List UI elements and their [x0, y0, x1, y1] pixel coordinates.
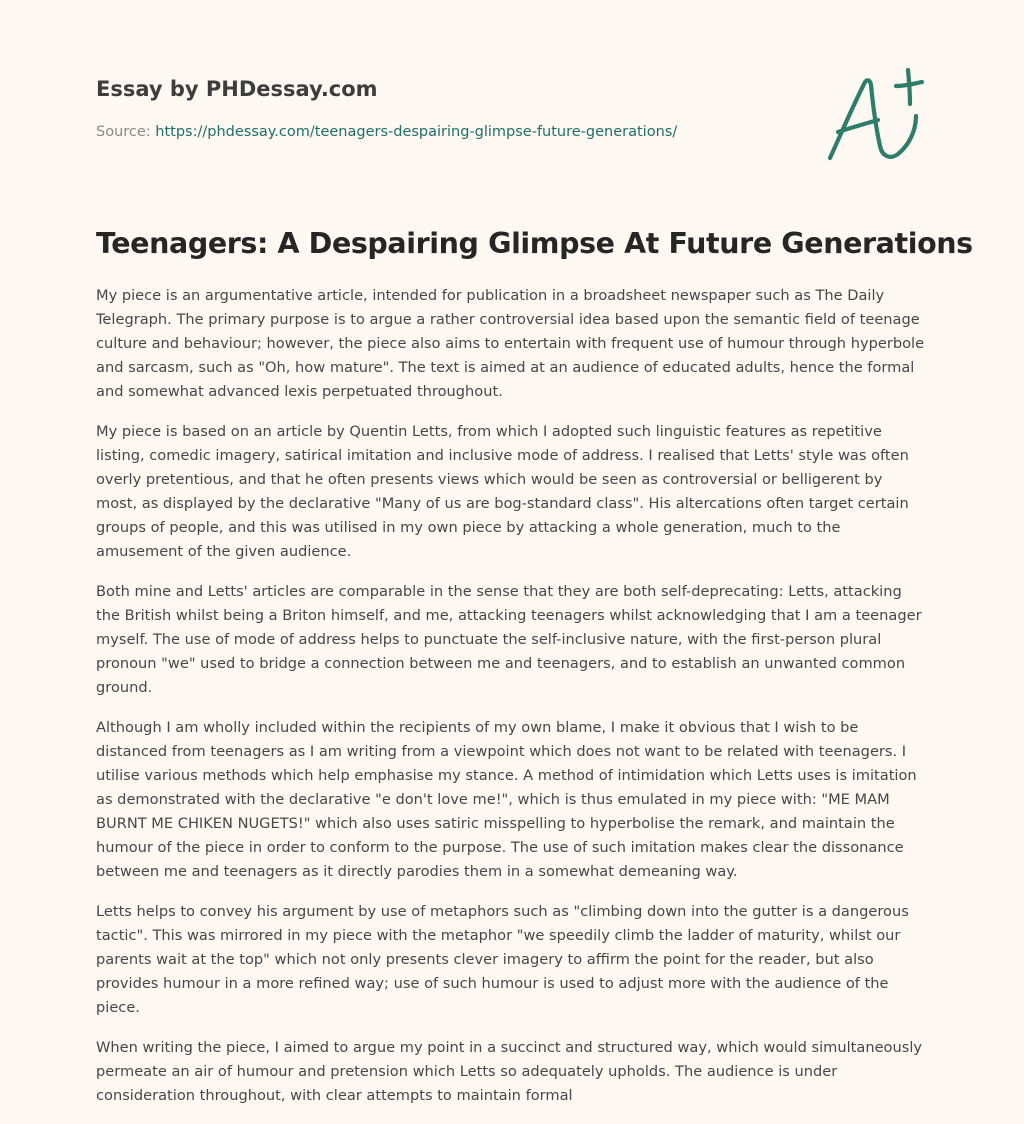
page-header	[96, 0, 928, 200]
source-label: Source:	[96, 124, 151, 140]
article-body	[96, 284, 928, 1124]
source-line	[96, 124, 677, 140]
paragraph: My piece is based on an article by Quentin Letts, from which I adopted such linguistic features as repetitive listing, comedic imagery, satirical imitation and inclusive mode of address. I realised that Letts' style was often overly pretentious, and that he often presents views which would be seen as controversial or belligerent by most, as displayed by the declarative "Many of us are bog-standard class". His altercations often target certain groups of people, and this was utilised in my own piece by attacking a whole generation, much to the amusement of the given audience.	[96, 423, 909, 560]
site-brand: Essay by PHDessay.com	[96, 77, 378, 101]
source-link[interactable]: https://phdessay.com/teenagers-despairing-glimpse-future-generations/	[155, 124, 678, 140]
paragraph: My piece is an argumentative article, intended for publication in a broadsheet newspaper such as The Daily Telegraph. The primary purpose is to argue a rather controversial idea based upon the semantic field of teenage culture and behaviour; however, the piece also aims to entertain with frequent use of humour through hyperbole and sarcasm, such as "Oh, how mature". The text is aimed at an audience of educated adults, hence the formal and somewhat advanced lexis perpetuated throughout.	[96, 287, 925, 400]
a-plus-logo-icon	[824, 66, 928, 164]
paragraph: Both mine and Letts' articles are comparable in the sense that they are both self-deprecating: Letts, attacking the British whilst being a Briton himself, and me, attacking teenagers whilst acknowledging that I am a teenager myself. The use of mode of address helps to punctuate the self-inclusive nature, with the first-person plural pronoun "we" used to bridge a connection between me and teenagers, and to establish an unwanted common ground.	[96, 583, 922, 696]
article-title: Teenagers: A Despairing Glimpse At Future Generations	[96, 227, 973, 260]
paragraph: Letts helps to convey his argument by use of metaphors such as "climbing down into the gutter is a dangerous tactic". This was mirrored in my piece with the metaphor "we speedily climb the ladder of maturity, whilst our parents wait at the top" which not only presents clever imagery to affirm the point for the reader, but also provides humour in a more refined way; use of such humour is used to adjust more with the audience of the piece.	[96, 903, 909, 1016]
paragraph: When writing the piece, I aimed to argue my point in a succinct and structured way, which would simultaneously permeate an air of humour and pretension which Letts so adequately upholds. The audience is under consideration throughout, with clear attempts to maintain formal	[96, 1039, 923, 1104]
paragraph: Although I am wholly included within the recipients of my own blame, I make it obvious that I wish to be distanced from teenagers as I am writing from a viewpoint which does not want to be related with teenagers. I utilise various methods which help emphasise my stance. A method of intimidation which Letts uses is imitation as demonstrated with the declarative "e don't love me!", which is thus emulated in my piece with: "ME MAM BURNT ME CHIKEN NUGETS!" which also uses satiric misspelling to hyperbolise the remark, and maintain the humour of the piece in order to conform to the purpose. The use of such imitation makes clear the dissonance between me and teenagers as it directly parodies them in a somewhat demeaning way.	[96, 719, 917, 880]
